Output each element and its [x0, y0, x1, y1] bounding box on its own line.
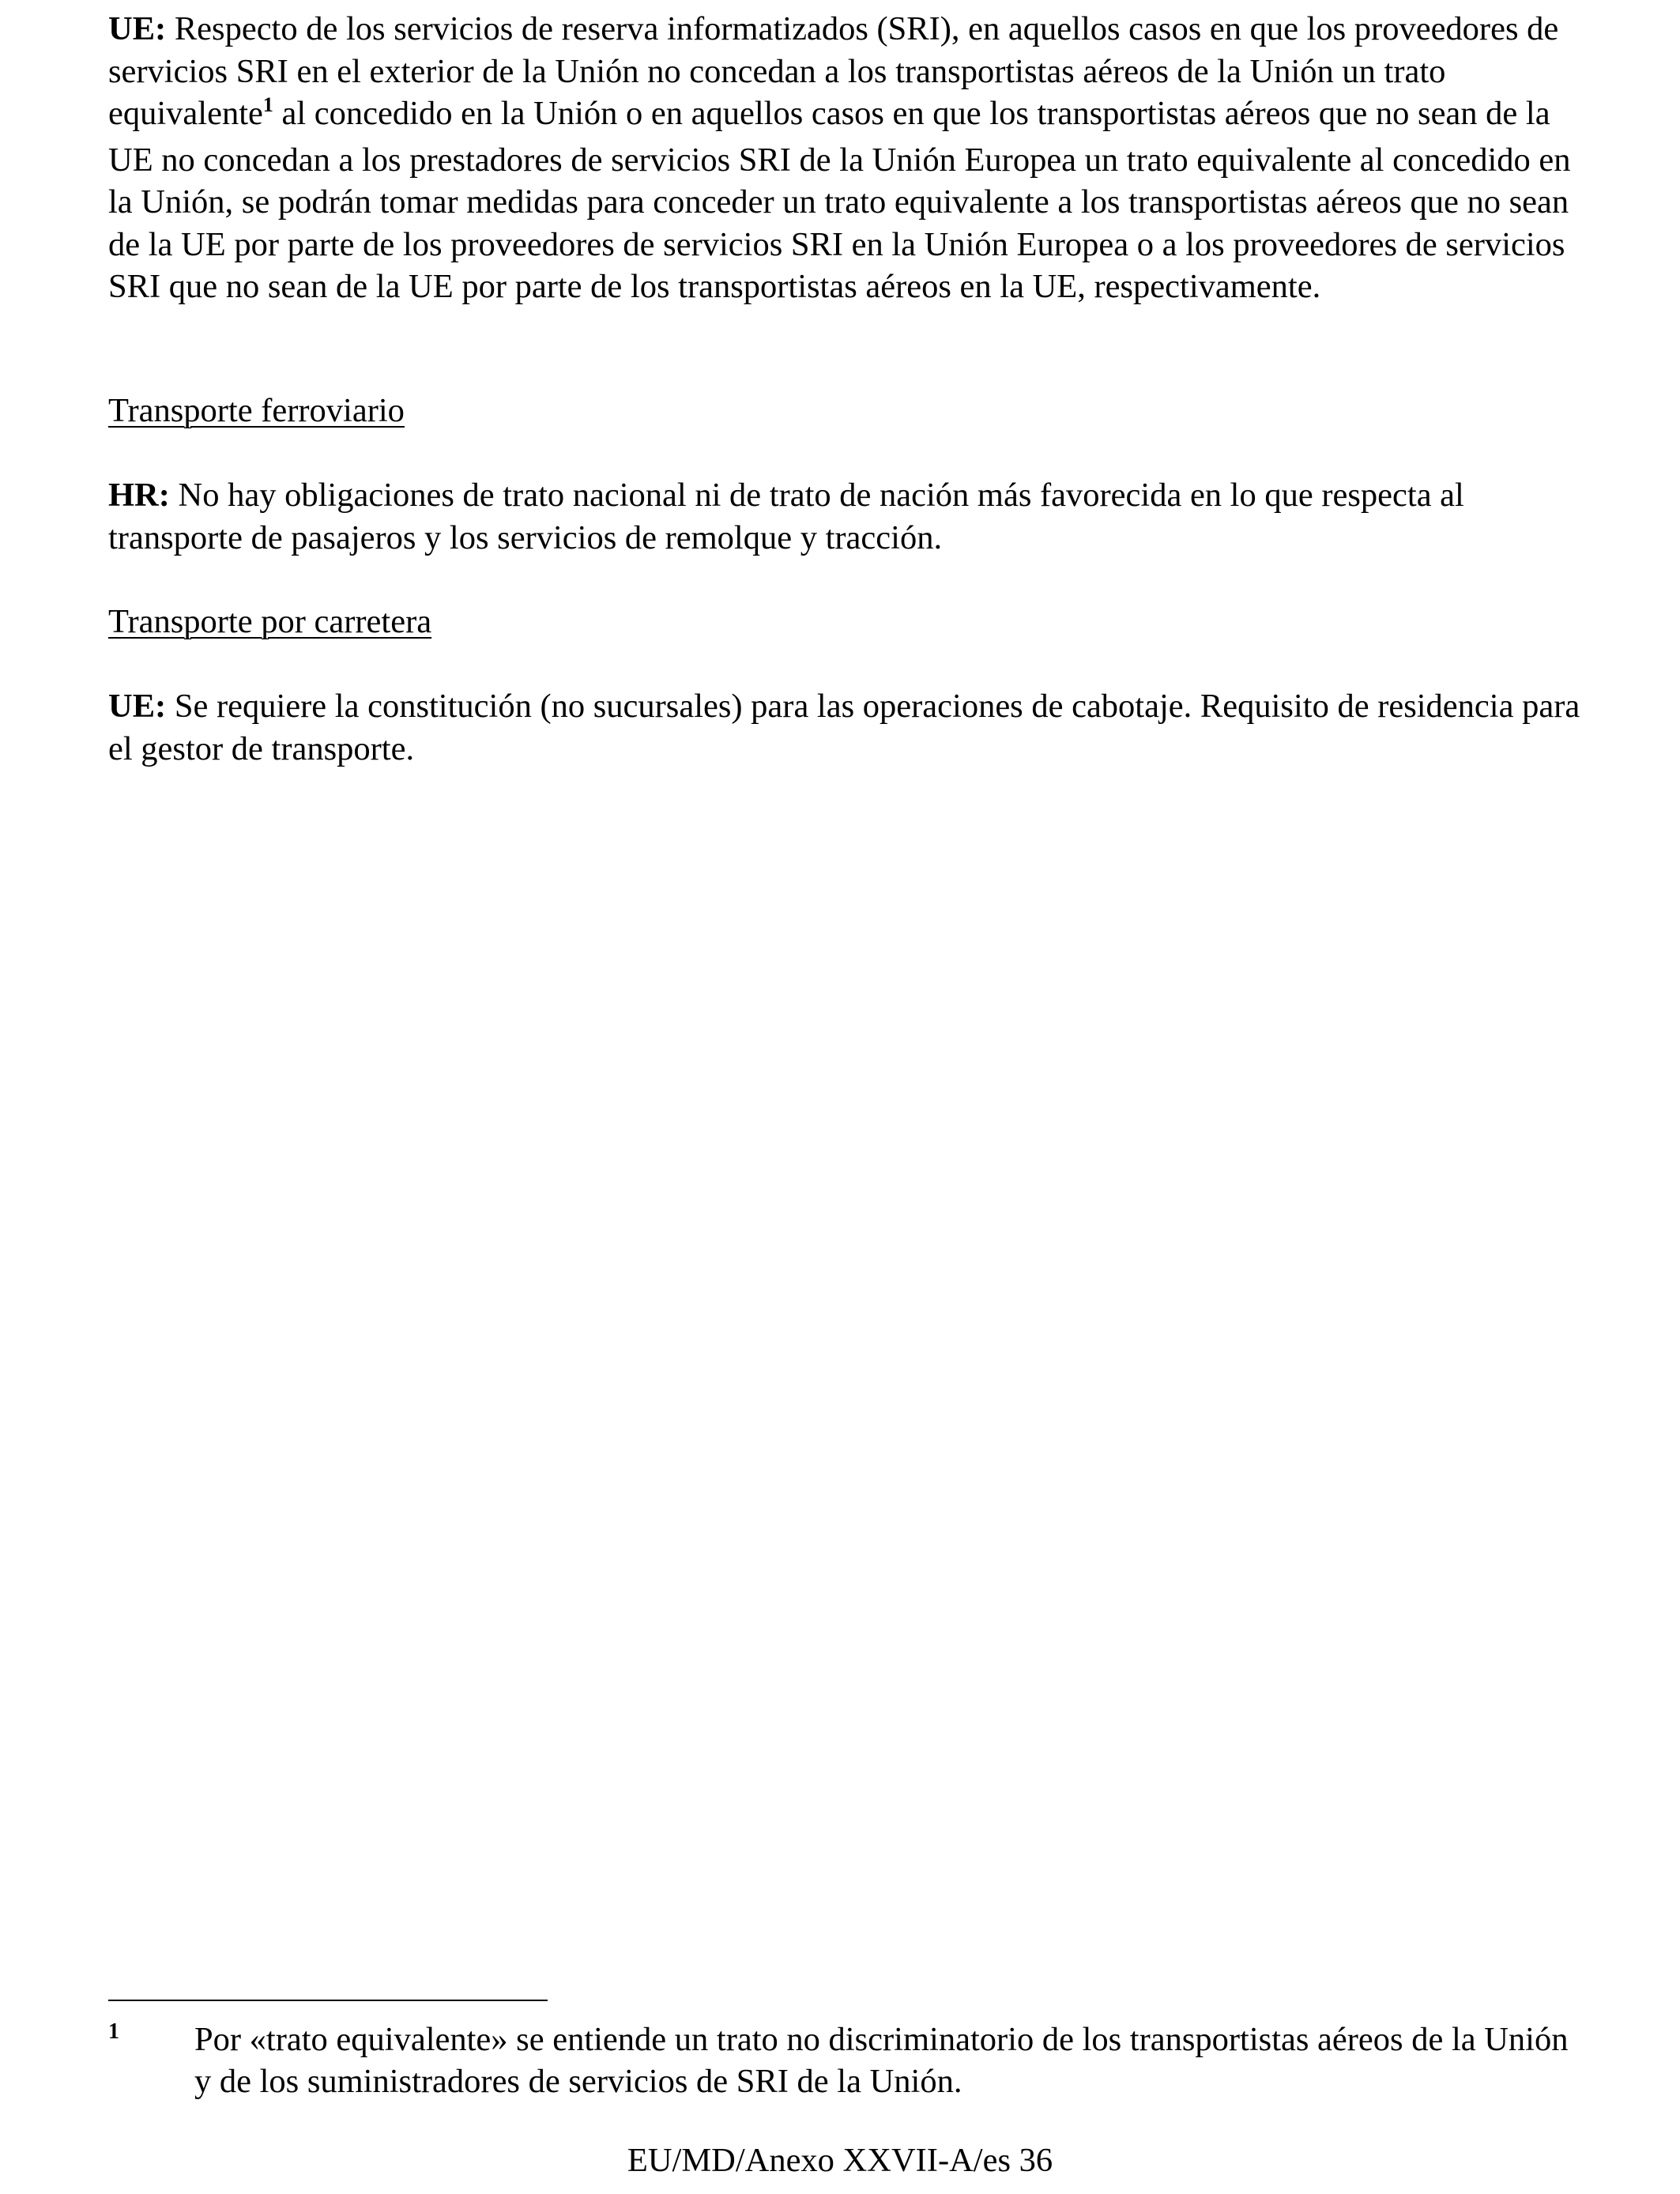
paragraph-ue-road [108, 685, 1594, 770]
paragraph-text: Respecto de los servicios de reserva informatizados (SRI), en aquellos casos en que los proveedores de servicios SRI en el exterior de la Unión no concedan a los transportistas aéreos de la Unión un trato equivalente [108, 10, 1559, 132]
paragraph-hr-rail [108, 474, 1594, 559]
paragraph-lead-ue: UE: [108, 688, 167, 725]
paragraph-text: al concedido en la Unión o en aquellos casos en que los transportistas aéreos que no sean de la UE no concedan a los prestadores de servicios SRI de la Unión Europea un trato equivalente al concedido en la Unión, se podrán tomar medidas para conceder un trato equivalente a los transportistas aéreos que no sean de la UE por parte de los proveedores de servicios SRI en la Unión Europea o a los proveedores de servicios SRI que no sean de la UE por parte de los transportistas aéreos en la UE, respectivamente. [108, 95, 1571, 305]
paragraph-text: No hay obligaciones de trato nacional ni de trato de nación más favorecida en lo que respecta al transporte de pasajeros y los servicios de remolque y tracción. [108, 477, 1464, 556]
footnote-text: Por «trato equivalente» se entiende un trato no discriminatorio de los transportistas aéreos de la Unión y de los suministradores de servicios de SRI de la Unión. [194, 2021, 1569, 2100]
section-heading-road [108, 601, 1594, 643]
paragraph-text: Se requiere la constitución (no sucursales) para las operaciones de cabotaje. Requisito de residencia para el gestor de transporte. [108, 688, 1580, 767]
paragraph-lead-ue: UE: [108, 10, 167, 47]
paragraph-lead-hr: HR: [108, 477, 170, 514]
heading-text: Transporte ferroviario [108, 392, 405, 429]
section-heading-rail [108, 390, 1594, 432]
footnote-reference[interactable]: 1 [262, 93, 273, 116]
footnote-number: 1 [108, 2019, 119, 2044]
page-footer: EU/MD/Anexo XXVII-A/es 36 [627, 2142, 1053, 2179]
heading-text: Transporte por carretera [108, 603, 432, 640]
footnote-separator [108, 2000, 548, 2001]
paragraph-ue-sri [108, 8, 1594, 308]
